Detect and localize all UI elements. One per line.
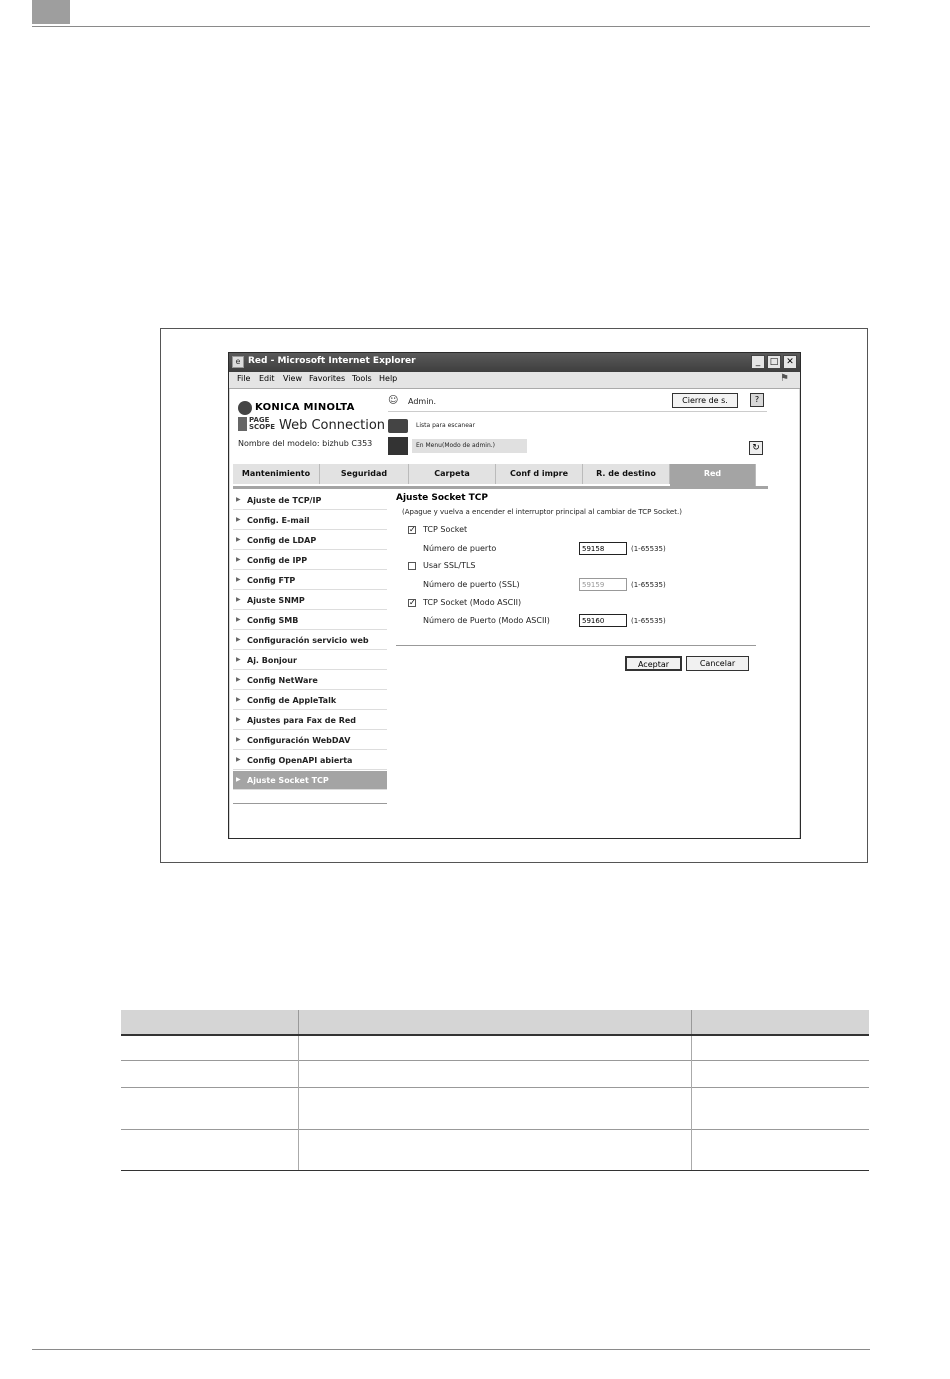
windows-flag-icon: ⚑ <box>780 373 789 384</box>
sidebar-item-label: Config FTP <box>247 576 296 585</box>
sidebar-item-label: Config de AppleTalk <box>247 696 337 705</box>
menu-tools[interactable]: Tools <box>352 374 372 383</box>
tab-underline <box>233 486 768 489</box>
tcp-socket-label: TCP Socket <box>423 525 468 534</box>
arrow-right-icon: ▶ <box>236 516 241 523</box>
page-corner-block <box>32 0 70 24</box>
sidebar-item-label: Ajuste SNMP <box>247 596 305 605</box>
admin-bar <box>388 392 767 412</box>
scan-list-link[interactable]: Lista para escanear <box>416 422 476 429</box>
admin-user-icon: ☺ <box>388 395 399 406</box>
browser-window <box>228 352 801 839</box>
table-row-line <box>121 1060 869 1061</box>
admin-mode-icon <box>388 437 408 455</box>
table-bottom-line <box>121 1170 869 1171</box>
user-mode-box[interactable] <box>412 439 527 453</box>
sidebar-item-label: Config. E-mail <box>247 516 310 525</box>
sidebar-item-label: Aj. Bonjour <box>247 656 297 665</box>
pagescope-label: PAGE SCOPE <box>249 416 276 431</box>
web-page <box>230 389 799 838</box>
arrow-right-icon: ▶ <box>236 656 241 663</box>
sidebar-item-network-fax[interactable] <box>233 711 387 730</box>
product-title: Web Connection <box>279 418 386 433</box>
menu-file[interactable]: File <box>237 374 251 383</box>
arrow-right-icon: ▶ <box>236 736 241 743</box>
sidebar-item-appletalk[interactable] <box>233 691 387 710</box>
sidebar-item-netware[interactable] <box>233 671 387 690</box>
table-column-line <box>298 1036 299 1170</box>
logout-button[interactable]: Cierre de s. <box>672 393 738 408</box>
arrow-right-icon: ▶ <box>236 536 241 543</box>
port-input[interactable] <box>579 542 627 555</box>
menu-help[interactable]: Help <box>379 374 398 383</box>
top-rule <box>32 26 870 27</box>
cancel-button[interactable]: Cancelar <box>686 656 749 671</box>
ascii-checkbox[interactable]: ✓ <box>409 598 416 607</box>
table-column-separator <box>298 1010 299 1034</box>
tab-destino[interactable]: R. de destino <box>583 464 670 484</box>
settings-panel <box>396 493 756 693</box>
ie-page-icon: e <box>232 356 244 368</box>
sidebar-item-label: Ajuste Socket TCP <box>247 776 329 785</box>
arrow-right-icon: ▶ <box>236 556 241 563</box>
port-ssl-range: (1-65535) <box>631 581 666 589</box>
close-button[interactable]: ✕ <box>783 355 797 369</box>
port-ssl-input[interactable] <box>579 578 627 591</box>
port-ascii-range: (1-65535) <box>631 617 666 625</box>
tcp-socket-checkbox[interactable]: ✓ <box>409 525 416 534</box>
user-mode-label: En Menu(Modo de admin.) <box>416 442 496 449</box>
konica-minolta-logo <box>238 397 355 416</box>
arrow-right-icon: ▶ <box>236 576 241 583</box>
tab-carpeta[interactable]: Carpeta <box>409 464 496 484</box>
menu-bar <box>229 372 800 389</box>
ssl-checkbox[interactable] <box>408 562 416 570</box>
section-note: (Apague y vuelva a encender el interruptor principal al cambiar de TCP Socket.) <box>402 508 682 516</box>
sidebar-item-label: Config de LDAP <box>247 536 317 545</box>
sidebar-item-label: Ajuste de TCP/IP <box>247 496 322 505</box>
pagescope-logo <box>238 417 277 431</box>
bottom-rule <box>32 1349 870 1350</box>
port-ssl-label: Número de puerto (SSL) <box>423 580 520 589</box>
admin-label: Admin. <box>408 397 437 406</box>
tab-conf-impre[interactable]: Conf d impre <box>496 464 583 484</box>
pagescope-icon <box>238 417 247 431</box>
sidebar-item-label: Config SMB <box>247 616 299 625</box>
tab-bar <box>233 464 768 486</box>
sidebar-item-webdav[interactable] <box>233 731 387 750</box>
tab-mantenimiento[interactable]: Mantenimiento <box>233 464 320 484</box>
arrow-right-icon: ▶ <box>236 616 241 623</box>
port-ascii-label: Número de Puerto (Modo ASCII) <box>423 616 550 625</box>
sidebar-item-tcp-socket[interactable] <box>233 771 387 790</box>
table-row-line <box>121 1087 869 1088</box>
arrow-right-icon: ▶ <box>236 636 241 643</box>
arrow-right-icon: ▶ <box>236 756 241 763</box>
table-header <box>121 1010 869 1036</box>
sidebar-item-label: Ajustes para Fax de Red <box>247 716 357 725</box>
tab-seguridad[interactable]: Seguridad <box>320 464 409 484</box>
arrow-right-icon: ▶ <box>236 696 241 703</box>
globe-logo-icon <box>238 401 252 415</box>
maximize-button[interactable]: □ <box>767 355 781 369</box>
sidebar-item-smb[interactable] <box>233 611 387 630</box>
sidebar-item-label: Config de IPP <box>247 556 308 565</box>
port-range: (1-65535) <box>631 545 666 553</box>
sidebar-divider <box>233 803 387 804</box>
title-bar <box>229 353 800 372</box>
ascii-label: TCP Socket (Modo ASCII) <box>423 598 522 607</box>
brand-name: KONICA MINOLTA <box>255 402 355 413</box>
sidebar-item-label: Configuración servicio web <box>247 636 369 645</box>
sidebar-item-ftp[interactable] <box>233 571 387 590</box>
scanner-icon <box>388 419 408 433</box>
table-row-line <box>121 1129 869 1130</box>
sidebar-item-bonjour[interactable] <box>233 651 387 670</box>
apply-button[interactable]: Aceptar <box>625 656 682 671</box>
sidebar-item-snmp[interactable] <box>233 591 387 610</box>
arrow-right-icon: ▶ <box>236 496 241 503</box>
sidebar-item-openapi[interactable] <box>233 751 387 770</box>
port-label: Número de puerto <box>423 544 497 553</box>
table-column-line <box>691 1036 692 1170</box>
sidebar-item-label: Config OpenAPI abierta <box>247 756 353 765</box>
table-column-separator <box>691 1010 692 1034</box>
content-divider <box>396 645 756 646</box>
sidebar-item-email[interactable] <box>233 511 387 530</box>
arrow-right-icon: ▶ <box>236 716 241 723</box>
menu-favorites[interactable]: Favorites <box>309 374 346 383</box>
refresh-button[interactable]: ↻ <box>749 441 763 455</box>
minimize-button[interactable]: _ <box>751 355 765 369</box>
menu-view[interactable]: View <box>283 374 302 383</box>
sidebar-item-tcpip[interactable] <box>233 491 387 510</box>
sidebar-item-label: Configuración WebDAV <box>247 736 351 745</box>
arrow-right-icon: ▶ <box>236 776 241 783</box>
sidebar-item-ipp[interactable] <box>233 551 387 570</box>
arrow-right-icon: ▶ <box>236 596 241 603</box>
model-name: Nombre del modelo: bizhub C353 <box>238 439 373 448</box>
port-ascii-input[interactable] <box>579 614 627 627</box>
ssl-label: Usar SSL/TLS <box>423 561 476 570</box>
arrow-right-icon: ▶ <box>236 676 241 683</box>
tab-red[interactable]: Red <box>670 464 756 486</box>
sidebar <box>233 491 387 801</box>
window-title: Red - Microsoft Internet Explorer <box>248 356 416 366</box>
sidebar-item-web-service[interactable] <box>233 631 387 650</box>
menu-edit[interactable]: Edit <box>259 374 275 383</box>
help-button[interactable]: ? <box>750 393 764 407</box>
section-title: Ajuste Socket TCP <box>396 493 488 503</box>
sidebar-item-ldap[interactable] <box>233 531 387 550</box>
sidebar-item-label: Config NetWare <box>247 676 318 685</box>
